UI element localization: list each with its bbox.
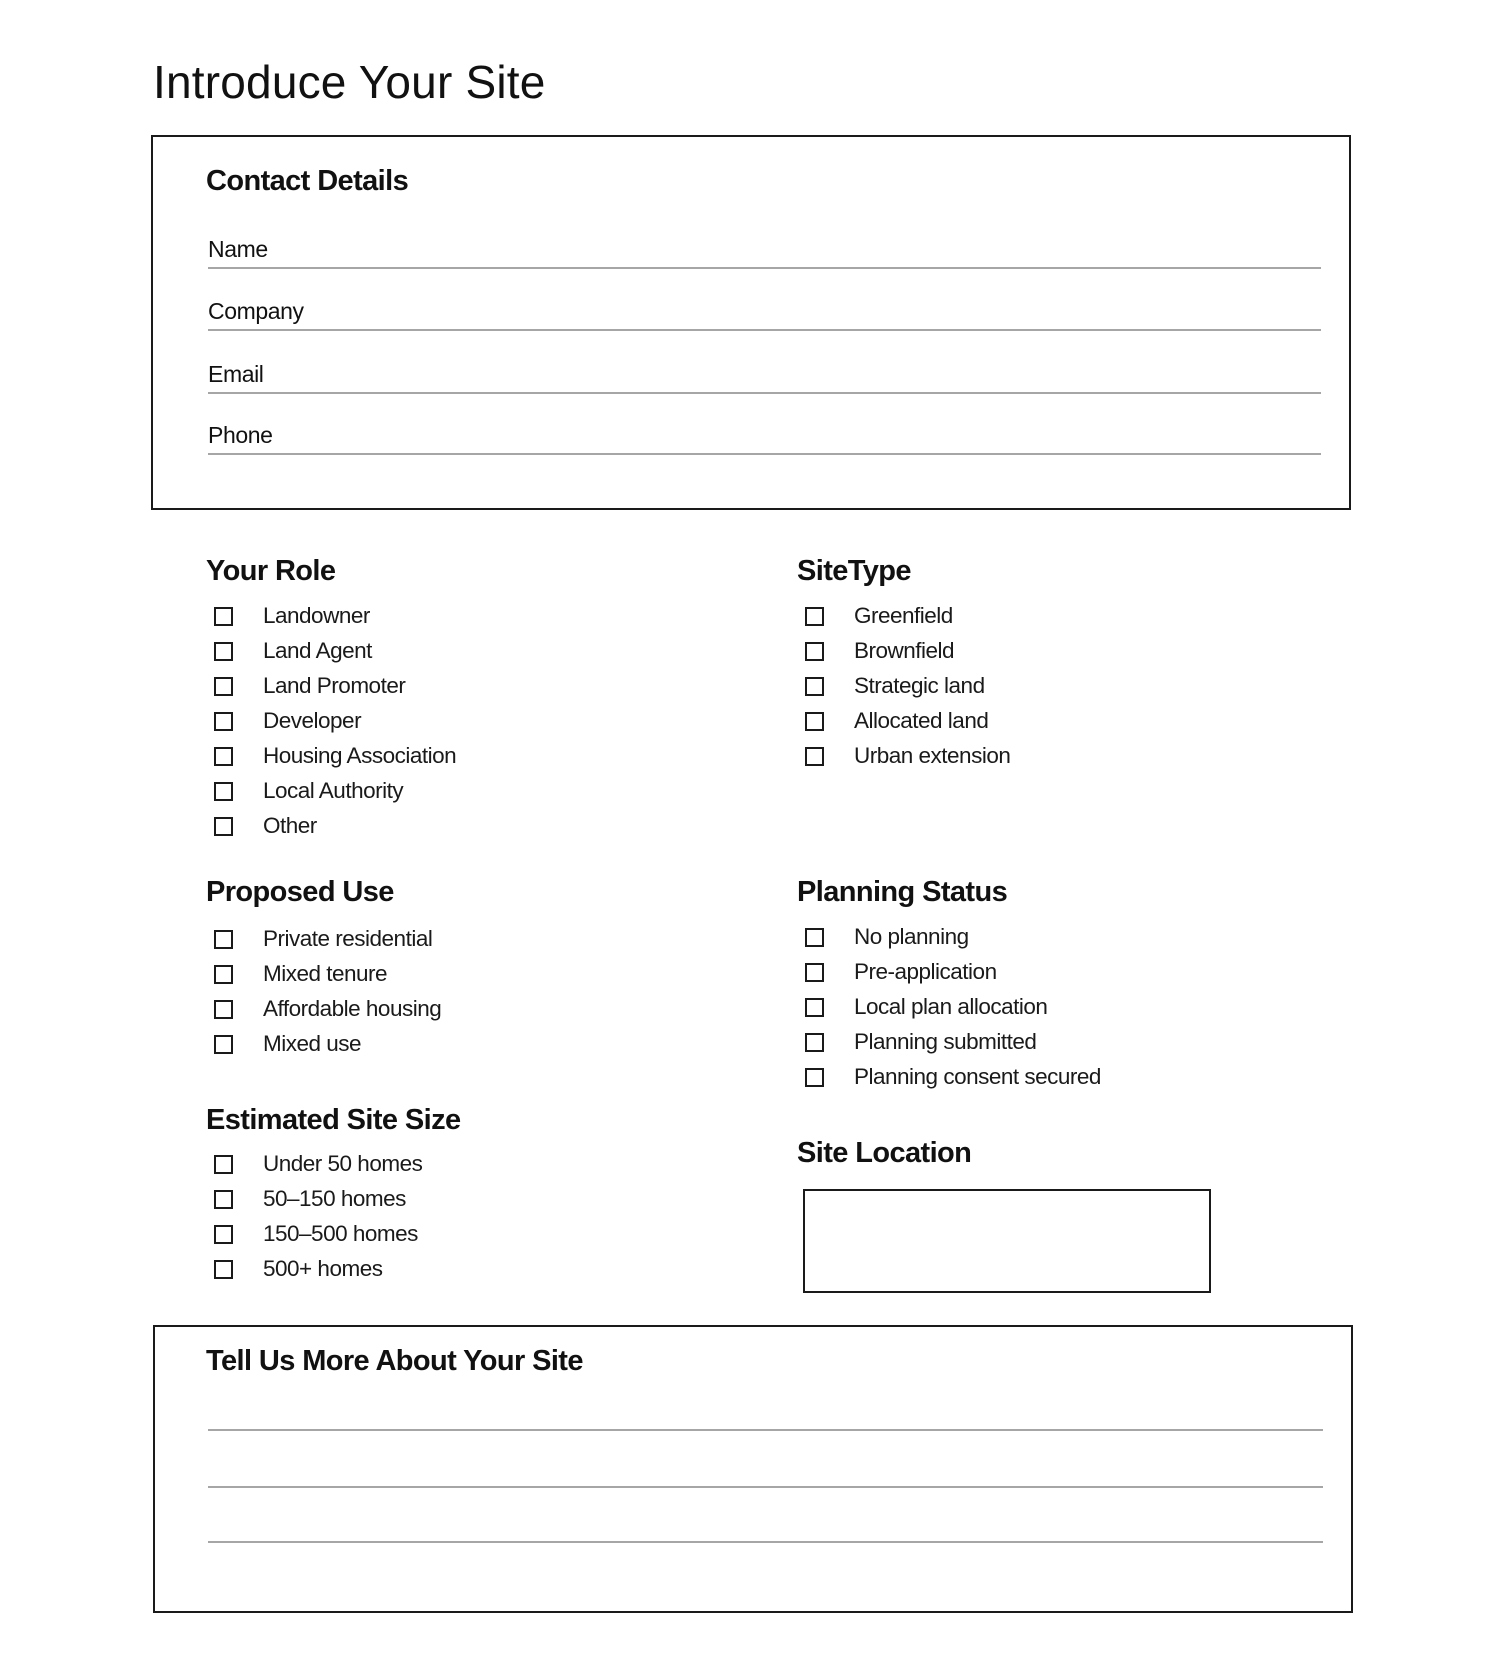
option-label: Local plan allocation [854,994,1048,1019]
site-type-heading: SiteType [797,555,911,587]
email-field-label: Email [208,361,264,387]
use-option-mixed-tenure[interactable] [206,959,387,989]
checkbox[interactable] [214,965,233,984]
option-label: Housing Association [263,743,457,768]
checkbox[interactable] [214,1035,233,1054]
writing-line [208,1486,1323,1488]
planning-option-consent-secured[interactable] [797,1062,1101,1092]
checkbox[interactable] [805,963,824,982]
role-option-land-promoter[interactable] [206,671,405,701]
checkbox[interactable] [214,747,233,766]
option-label: Land Promoter [263,673,406,698]
role-option-other[interactable] [206,811,317,841]
checkbox[interactable] [214,677,233,696]
option-label: Private residential [263,926,433,951]
option-label: Affordable housing [263,996,442,1021]
option-label: 50–150 homes [263,1186,406,1211]
checkbox[interactable] [214,642,233,661]
checkbox[interactable] [805,677,824,696]
option-label: Landowner [263,603,370,628]
option-label: Brownfield [854,638,955,663]
size-option-50-150[interactable] [206,1184,406,1214]
option-label: Urban extension [854,743,1011,768]
page-title: Introduce Your Site [153,56,546,108]
checkbox[interactable] [805,928,824,947]
option-label: No planning [854,924,969,949]
checkbox[interactable] [805,1068,824,1087]
role-option-landowner[interactable] [206,601,370,631]
writing-line [208,1429,1323,1431]
option-label: Planning submitted [854,1029,1037,1054]
planning-option-planning-submitted[interactable] [797,1027,1036,1057]
checkbox[interactable] [805,642,824,661]
checkbox[interactable] [805,747,824,766]
site-location-input[interactable] [803,1189,1211,1293]
option-label: Mixed tenure [263,961,388,986]
option-label: 150–500 homes [263,1221,418,1246]
option-label: Allocated land [854,708,989,733]
option-label: Land Agent [263,638,372,663]
option-label: Developer [263,708,362,733]
checkbox[interactable] [805,712,824,731]
site-type-option-greenfield[interactable] [797,601,953,631]
option-label: 500+ homes [263,1256,383,1281]
use-option-mixed-use[interactable] [206,1029,361,1059]
name-field[interactable] [208,229,1321,269]
checkbox[interactable] [805,998,824,1017]
option-label: Under 50 homes [263,1151,423,1176]
checkbox[interactable] [805,607,824,626]
tell-us-more-heading: Tell Us More About Your Site [206,1345,583,1377]
phone-field[interactable] [208,415,1321,455]
contact-details-heading: Contact Details [206,165,409,197]
checkbox[interactable] [214,1000,233,1019]
proposed-use-heading: Proposed Use [206,876,394,908]
email-field[interactable] [208,354,1321,394]
option-label: Mixed use [263,1031,362,1056]
size-option-500-plus[interactable] [206,1254,382,1284]
role-option-housing-association[interactable] [206,741,456,771]
size-option-150-500[interactable] [206,1219,418,1249]
site-type-option-allocated-land[interactable] [797,706,988,736]
site-location-heading: Site Location [797,1137,972,1169]
planning-option-pre-application[interactable] [797,957,997,987]
option-label: Strategic land [854,673,985,698]
your-role-heading: Your Role [206,555,336,587]
use-option-private-residential[interactable] [206,924,432,954]
tell-us-more-panel[interactable] [153,1325,1353,1613]
use-option-affordable-housing[interactable] [206,994,441,1024]
planning-option-no-planning[interactable] [797,922,969,952]
role-option-local-authority[interactable] [206,776,403,806]
checkbox[interactable] [214,712,233,731]
planning-option-local-plan-allocation[interactable] [797,992,1047,1022]
company-field-label: Company [208,298,304,324]
site-type-option-brownfield[interactable] [797,636,954,666]
checkbox[interactable] [214,1225,233,1244]
checkbox[interactable] [214,817,233,836]
option-label: Greenfield [854,603,953,628]
writing-line [208,1541,1323,1543]
option-label: Pre-application [854,959,997,984]
option-label: Planning consent secured [854,1064,1101,1089]
checkbox[interactable] [214,607,233,626]
name-field-label: Name [208,236,268,262]
phone-field-label: Phone [208,422,273,448]
site-type-option-strategic-land[interactable] [797,671,985,701]
checkbox[interactable] [214,1190,233,1209]
checkbox[interactable] [214,1260,233,1279]
contact-details-panel [151,135,1351,510]
option-label: Local Authority [263,778,404,803]
role-option-land-agent[interactable] [206,636,372,666]
checkbox[interactable] [214,1155,233,1174]
site-size-heading: Estimated Site Size [206,1104,461,1136]
checkbox[interactable] [214,930,233,949]
company-field[interactable] [208,291,1321,331]
option-label: Other [263,813,317,838]
role-option-developer[interactable] [206,706,361,736]
checkbox[interactable] [805,1033,824,1052]
site-type-option-urban-extension[interactable] [797,741,1010,771]
size-option-under-50[interactable] [206,1149,422,1179]
checkbox[interactable] [214,782,233,801]
planning-status-heading: Planning Status [797,876,1008,908]
